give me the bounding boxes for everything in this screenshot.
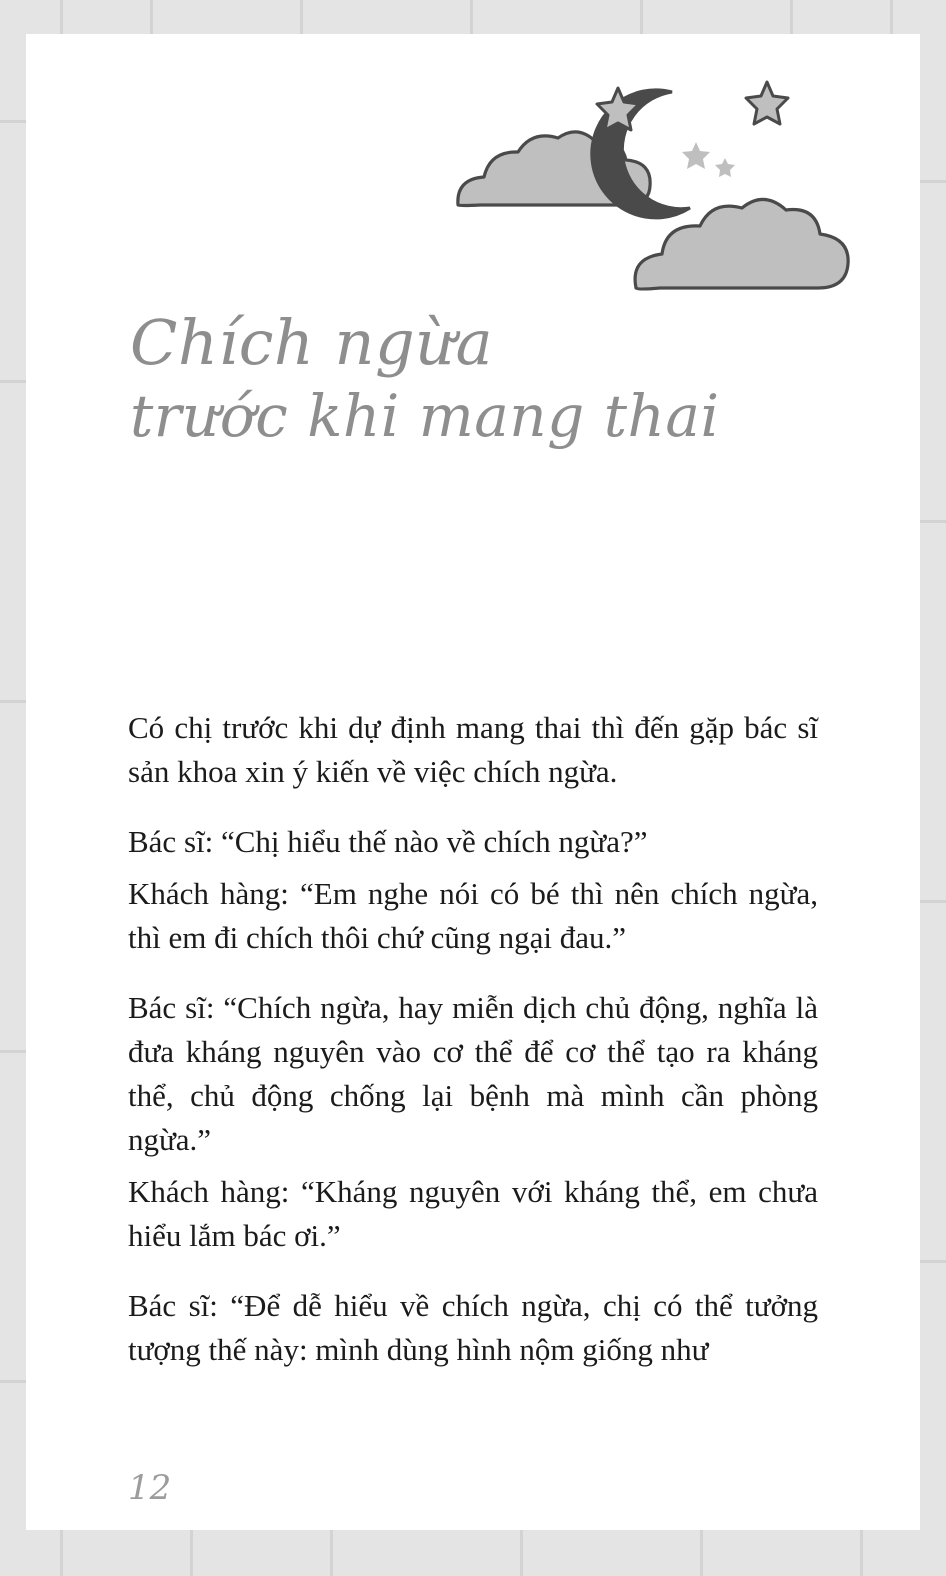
paragraph-doctor-3: Bác sĩ: “Để dễ hiểu về chích ngừa, chị có thể tưởng tượng thế này: mình dùng hình nộm giống như [128, 1288, 818, 1368]
paragraph-client-1: Khách hàng: “Em nghe nói có bé thì nên chích ngừa, thì em đi chích thôi chứ cũng ngại đau.” [128, 876, 818, 956]
body-text [128, 680, 818, 1380]
border-hatch [0, 700, 26, 703]
border-hatch [920, 520, 946, 523]
moon-clouds-stars-illustration [440, 80, 890, 295]
border-hatch [190, 1530, 193, 1576]
border-hatch [860, 1530, 863, 1576]
border-hatch [0, 1050, 26, 1053]
page-edge-left [0, 0, 26, 1576]
paragraph-client-2: Khách hàng: “Kháng nguyên với kháng thể, em chưa hiểu lắm bác ơi.” [128, 1174, 818, 1254]
page-edge-right [920, 0, 946, 1576]
border-hatch [920, 1260, 946, 1263]
border-hatch [790, 0, 793, 34]
border-hatch [920, 900, 946, 903]
page-title [130, 306, 830, 450]
border-hatch [470, 0, 473, 34]
title-line-2: trước khi mang thai [130, 381, 720, 450]
border-hatch [0, 380, 26, 383]
border-hatch [0, 120, 26, 123]
border-hatch [700, 1530, 703, 1576]
border-hatch [0, 1380, 26, 1383]
border-hatch [330, 1530, 333, 1576]
border-hatch [640, 0, 643, 34]
page-number: 12 [128, 1468, 172, 1508]
paragraph-doctor-2: Bác sĩ: “Chích ngừa, hay miễn dịch chủ động, nghĩa là đưa kháng nguyên vào cơ thể để cơ thể tạo ra kháng thể, chủ động chống lại bệnh mà mình cần phòng ngừa.” [128, 990, 818, 1158]
page-edge-bottom [0, 1530, 946, 1576]
border-hatch [150, 0, 153, 34]
title-line-1: Chích ngừa [130, 306, 494, 379]
border-hatch [920, 180, 946, 183]
border-hatch [890, 0, 893, 34]
paragraph-doctor-1: Bác sĩ: “Chị hiểu thế nào về chích ngừa?” [128, 824, 648, 860]
border-hatch [60, 1530, 63, 1576]
border-hatch [300, 0, 303, 34]
border-hatch [60, 0, 63, 34]
border-hatch [520, 1530, 523, 1576]
paragraph-intro: Có chị trước khi dự định mang thai thì đến gặp bác sĩ sản khoa xin ý kiến về việc chích ngừa. [128, 710, 818, 790]
page-edge-top [0, 0, 946, 34]
